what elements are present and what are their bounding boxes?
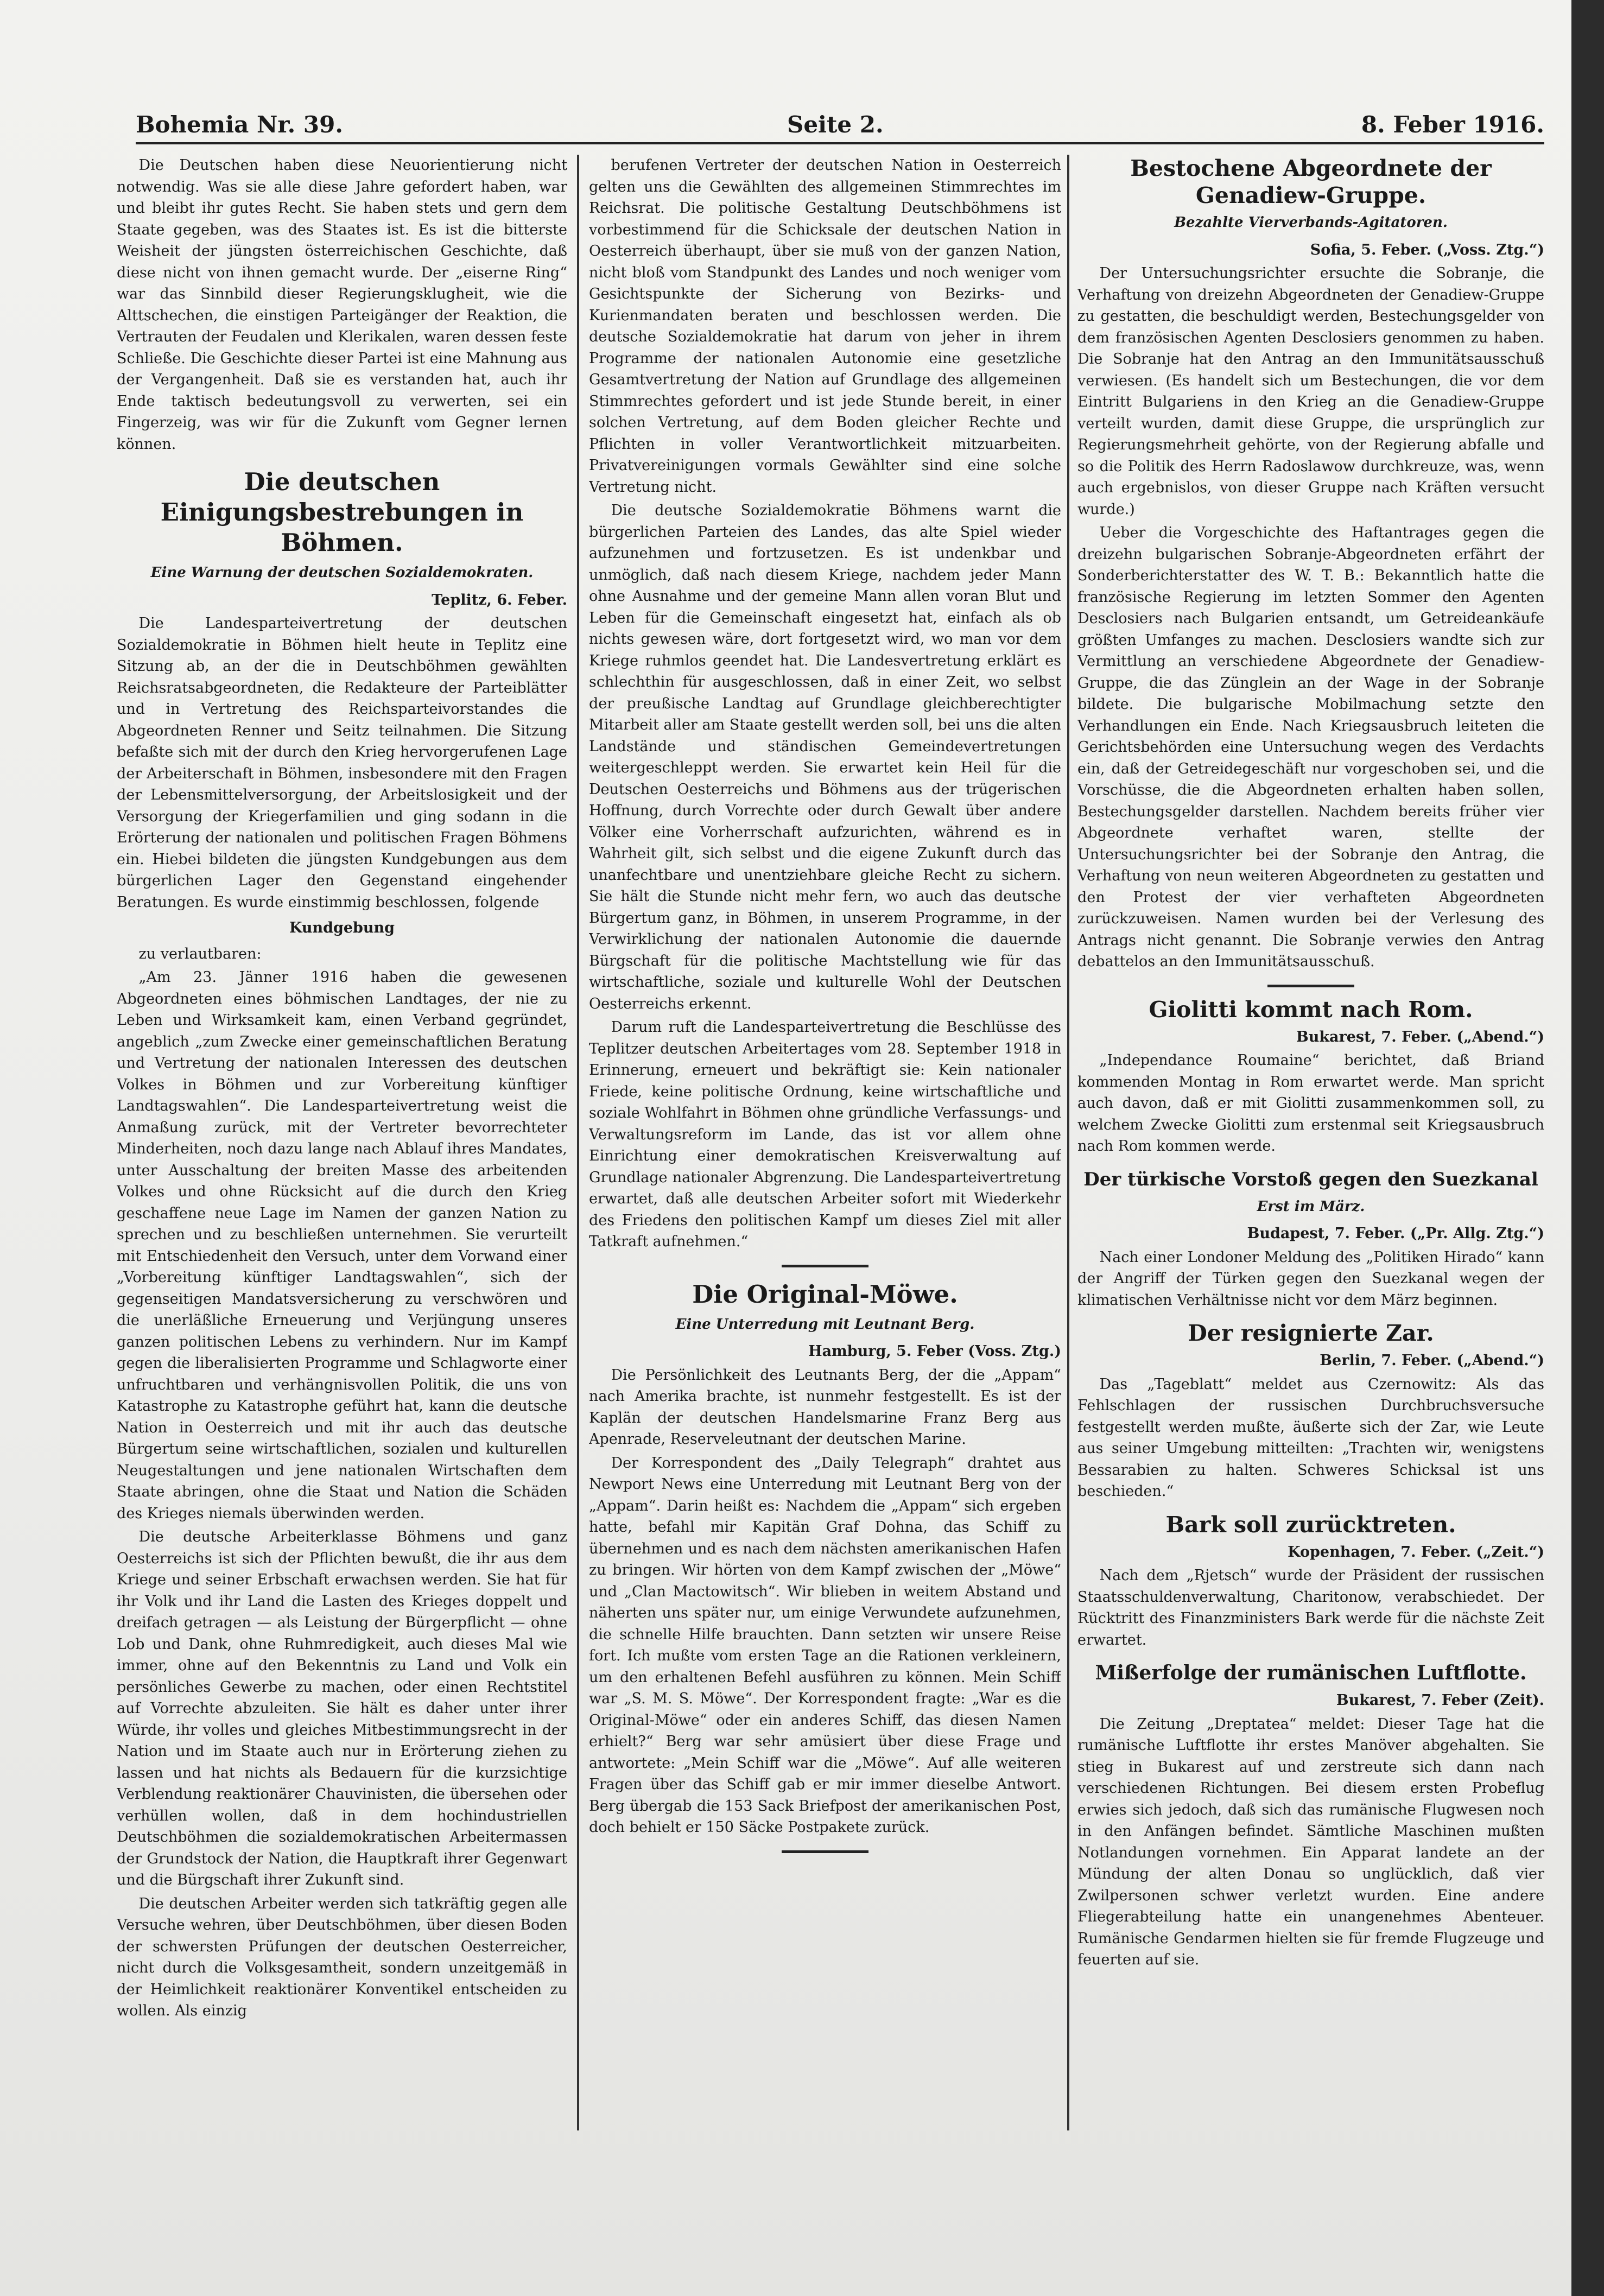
headline: Bark soll zurücktreten.	[1165, 1511, 1456, 1538]
headline: Bestochene Abgeordnete der Genadiew-Gruppe.	[1130, 155, 1492, 208]
paragraph: „Am 23. Jänner 1916 haben die gewesenen Abgeordneten eines böhmischen Landtages, der nie zu Leben und Wirksamkeit kam, einen Verband gegründet, angeblich „zum Zwecke einer gemeinschaftlichen Beratung und Vertretung der nationalen Interessen des deutschen Volkes in Böhmen und zur Vorbereitung künftiger Landtagswahlen“. Die Landesparteivertretung weist die Anmaßung zurück, mit der Vertreter bevorrechteter Minderheiten, noch dazu lange nach Ablauf ihres Mandates, unter Ausschaltung der breiten Masse des arbeitenden Volkes und ohne Rücksicht auf die durch den Krieg geschaffene neue Lage im Namen der ganzen Nation zu sprechen und zu beschließen unternehmen. Sie verurteilt mit Entschiedenheit den Versuch, unter dem Vorwand einer „Vorbereitung künftiger Landtagswahlen“, sich der gegenseitigen Mandatsversicherung zu verschwören und die unerläßliche Erneuerung und Verjüngung unseres ganzen politischen Lebens zu verhindern. Nur im Kampf gegen die liberalisierten Programme und Schlagworte einer unfruchtbaren und verhängnisvollen Politik, die uns von Katastrophe zu Katastrophe geführt hat, kann die deutsche Nation in Oesterreich und mit ihr auch das deutsche Bürgertum seine wirtschaftlichen, sozialen und kulturellen Neugestaltungen und jene nationalen Wirtschaften dem Staate abringen, ohne die Staat und Nation die Schäden des Krieges niemals überwinden werden.	[117, 969, 567, 1522]
section-label: Kundgebung	[289, 919, 395, 936]
paragraph: Nach einer Londoner Meldung des „Politiken Hirado“ kann der Angriff der Türken gegen den Suezkanal wegen der klimatischen Verhältnisse nicht vor dem März beginnen.	[1077, 1248, 1544, 1309]
headline: Mißerfolge der rumänischen Luftflotte.	[1095, 1661, 1527, 1684]
article-separator	[1267, 985, 1354, 987]
paragraph: zu verlautbaren:	[138, 945, 262, 962]
subheadline: Erst im März.	[1257, 1198, 1365, 1215]
dateline: Hamburg, 5. Feber (Voss. Ztg.)	[808, 1343, 1061, 1360]
subheadline: Bezahlte Vierverbands-Agitatoren.	[1174, 214, 1448, 231]
paragraph: Nach dem „Rjetsch“ wurde der Präsident der russischen Staatsschuldenverwaltung, Charitonow, verabschiedet. Der Rücktritt des Finanzministers Bark werde für die nächste Zeit erwartet.	[1077, 1567, 1544, 1648]
headline: Die deutschen Einigungsbestrebungen in Böhmen.	[160, 467, 524, 557]
paragraph: Die Zeitung „Dreptatea“ meldet: Dieser Tage hat die rumänische Luftflotte ihr erstes Manöver abgehalten. Sie stieg in Bukarest auf und zerstreute sich dann nach verschiedenen Richtungen. Bei diesem ersten Probeflug erwies sich jedoch, daß sich das rumänische Flugwesen noch in den Anfängen befindet. Sämtliche Maschinen mußten Notlandungen vornehmen. Ein Apparat landete an der Mündung der alten Donau so unglücklich, daß vier Zwilpersonen schwer verletzt wurden. Eine andere Fliegerabteilung hatte ein unangenehmes Abenteuer. Rumänische Gendarmen hielten sie für fremde Flugzeuge und feuerten auf sie.	[1077, 1715, 1544, 1968]
dateline: Bukarest, 7. Feber (Zeit).	[1336, 1692, 1544, 1709]
column-1	[117, 155, 567, 2130]
dateline: Bukarest, 7. Feber. („Abend.“)	[1296, 1028, 1544, 1045]
dateline: Berlin, 7. Feber. („Abend.“)	[1320, 1352, 1544, 1369]
paragraph: Der Untersuchungsrichter ersuchte die Sobranje, die Verhaftung von dreizehn Abgeordneten der Genadiew-Gruppe zu gestatten, die beschuldigt werden, Bestechungsgelder von dem französischen Agenten Desclosiers genommen zu haben. Die Sobranje hat den Antrag an den Immunitätsausschuß verwiesen. (Es handelt sich um Bestechungen, die vor dem Eintritt Bulgariens in den Krieg an die Genadiew-Gruppe verteilt wurden, damit diese Gruppe, die ursprünglich zur Regierungsmehrheit gehörte, von der Regierung abfalle und so die Politik des Herrn Radoslawow durchkreuze, was, wenn auch ergebnislos, von dieser Gruppe nach Kräften versucht wurde.)	[1077, 265, 1544, 518]
column-3	[1077, 155, 1544, 2130]
headline: Der türkische Vorstoß gegen den Suezkanal	[1083, 1168, 1538, 1190]
paragraph: „Independance Roumaine“ berichtet, daß Briand kommenden Montag in Rom erwartet werde. Man spricht auch davon, daß er mit Giolitti zusammenkommen soll, zu welchem Zwecke Giolitti zum erstenmal seit Kriegsausbruch nach Rom kommen werde.	[1077, 1052, 1544, 1155]
column-divider	[1067, 155, 1069, 2130]
headline: Die Original-Möwe.	[692, 1279, 958, 1309]
scan-edge	[1571, 0, 1604, 2296]
subheadline: Eine Unterredung mit Leutnant Berg.	[675, 1316, 975, 1333]
article-separator	[782, 1265, 868, 1267]
article-continuation: Die Deutschen haben diese Neuorientierung nicht notwendig. Was sie alle diese Jahre gefordert haben, war und bleibt ihr gutes Recht. Sie haben stets und gern dem Staate gegeben, was des Staates ist. Es ist die bitterste Weisheit der jüngsten österreichischen Geschichte, daß diese nicht von ihnen gemacht wurde. Der „eiserne Ring“ war das Sinnbild dieser Regierungsklugheit, wie die Alttschechen, die einstigen Parteigänger der Reaktion, die Vertrauten der Feudalen und Klerikalen, waren dessen feste Schließe. Die Geschichte dieser Partei ist eine Mahnung aus der Vergangenheit. Daß sie es verstanden hat, auch ihr Ende taktisch bedeutungsvoll zu verwerten, sei ein Fingerzeig, was wir für die Zukunft vom Gegner lernen können.	[117, 157, 567, 453]
paragraph: Die deutsche Arbeiterklasse Böhmens und ganz Oesterreichs ist sich der Pflichten bewußt, die ihr aus dem Kriege und seiner Erbschaft erwachsen werden. Sie hat für ihr Volk und ihr Land die Lasten des Krieges doppelt und dreifach getragen — als Leistung der Bürgerpflicht — ohne Lob und Dank, ohne Ruhmredigkeit, auch dieses Mal wie immer, ohne auf den Bekenntnis zu Land und Volk ein persönliches Gewerbe zu machen, oder einen Rechtstitel auf Vorrechte abzuleiten. Sie hält es daher unter ihrer Würde, ihr volles und gleiches Mitbestimmungsrecht in der Nation und im Staate auch nur in Erörterung ziehen zu lassen und hat nichts als Bedauern für die kurzsichtige Verblendung reaktionärer Chauvinisten, die übersehen oder verhüllen wollen, daß in dem hochindustriellen Deutschböhmen die sozialdemokratischen Arbeitermassen der Grundstock der Nation, die Hauptkraft ihrer Gegenwart und die Bürgschaft ihrer Zukunft sind.	[117, 1528, 567, 1888]
header-rule	[136, 142, 1544, 144]
masthead-issue: Bohemia Nr. 39.	[136, 111, 343, 138]
page-number: Seite 2.	[787, 111, 884, 138]
subheadline: Eine Warnung der deutschen Sozialdemokraten.	[150, 565, 534, 581]
issue-date: 8. Feber 1916.	[1361, 111, 1544, 138]
paragraph: Ueber die Vorgeschichte des Haftantrages gegen die dreizehn bulgarischen Sobranje-Abgeordneten erfährt der Sonderberichterstatter des W. T. B.: Bekanntlich hatte die französische Regierung im letzten Sommer den Agenten Desclosiers nach Bulgarien entsandt, um Getreideankäufe größten Umfanges zu machen. Desclosiers wandte sich zur Vermittlung an verschiedene Abgeordnete der Genadiew-Gruppe, die das Zünglein an der Wage in der Sobranje bildete. Die bulgarische Mobilmachung setzte den Verhandlungen ein Ende. Nach Kriegsausbruch leiteten die Gerichtsbehörden eine Untersuchung wegen des Verdachts ein, daß der Getreidegeschäft nur vorgeschoben sei, und die Vorschüsse, die die Abgeordneten erhalten haben sollen, Bestechungsgelder darstellen. Nachdem bereits früher vier Abgeordnete verhaftet waren, stellte der Untersuchungsrichter bei der Sobranje den Antrag, die Verhaftung von neun weiteren Abgeordneten zu gestatten und den Protest der vier verhafteten Abgeordneten zurückzuweisen. Namen wurden bei der Verlesung des Antrags nicht genannt. Die Sobranje verwies den Antrag debattelos an den Immunitätsausschuß.	[1077, 524, 1544, 970]
paragraph: Die Persönlichkeit des Leutnants Berg, der die „Appam“ nach Amerika brachte, ist nunmehr festgestellt. Es ist der Kaplän der deutschen Handelsmarine Franz Berg aus Apenrade, Reserveleutnant der deutschen Marine.	[589, 1366, 1061, 1448]
page-header	[136, 111, 1544, 144]
column-2	[589, 155, 1061, 2130]
dateline: Teplitz, 6. Feber.	[432, 591, 567, 608]
paragraph: Das „Tageblatt“ meldet aus Czernowitz: Als das Fehlschlagen der russischen Durchbruchsversuche festgestellt werden mußte, äußerte sich der Zar, wie Leute aus seiner Umgebung mitteilten: „Trachten wir, wenigstens Bessarabien zu halten. Schweres Schicksal ist uns beschieden.“	[1077, 1375, 1544, 1500]
paragraph: berufenen Vertreter der deutschen Nation in Oesterreich gelten uns die Gewählten des allgemeinen Stimmrechtes im Reichsrat. Die politische Gestaltung Deutschböhmens ist vorbestimmend für die Schicksale der deutschen Nation in Oesterreich überhaupt, über sie muß von der ganzen Nation, nicht bloß vom Standpunkt des Landes und noch weniger vom Gesichtspunkte der Sicherung von Bezirks- und Kurienmandaten beraten und beschlossen werden. Die deutsche Sozialdemokratie hat darum von jeher in ihrem Programme der nationalen Autonomie eine gesetzliche Gesamtvertretung der Nation auf Grundlage des allgemeinen Stimmrechtes gefordert und ist jede Stunde bereit, in einer solchen Vertretung, auf dem Boden gleicher Rechte und Pflichten in voller Verantwortlichkeit mitzuarbeiten. Privatvereinigungen vormals Gewählter sind eine solche Vertretung nicht.	[589, 157, 1061, 496]
headline: Der resignierte Zar.	[1188, 1320, 1434, 1346]
article-separator	[782, 1850, 868, 1853]
headline: Giolitti kommt nach Rom.	[1149, 996, 1473, 1023]
paragraph: Die deutschen Arbeiter werden sich tatkräftig gegen alle Versuche wehren, über Deutschböhmen, über diesen Boden der schwersten Prüfungen der deutschen Oesterreicher, nicht durch die Volksgesamtheit, sondern unzeitgemäß in der Heimlichkeit reaktionärer Konventikel entscheiden zu wollen. Als einzig	[117, 1895, 567, 2019]
dateline: Kopenhagen, 7. Feber. („Zeit.“)	[1288, 1543, 1544, 1561]
paragraph: Die Landesparteivertretung der deutschen Sozialdemokratie in Böhmen hielt heute in Teplitz eine Sitzung ab, an der die in Deutschböhmen gewählten Reichsratsabgeordneten, die Redakteure der Parteiblätter und in Vertretung des Reichsparteivorstandes die Abgeordneten Renner und Seitz teilnahmen. Die Sitzung befaßte sich mit der durch den Krieg hervorgerufenen Lage der Arbeiterschaft in Böhmen, insbesondere mit den Fragen der Lebensmittelversorgung, der Arbeitslosigkeit und der Versorgung der Kriegerfamilien und ging sodann in die Erörterung der nationalen und politischen Fragen Böhmens ein. Hiebei bildeten die jüngsten Kundgebungen aus dem bürgerlichen Lager den Gegenstand eingehender Beratungen. Es wurde einstimmig beschlossen, folgende	[117, 615, 567, 911]
paragraph: Der Korrespondent des „Daily Telegraph“ drahtet aus Newport News eine Unterredung mit Leutnant Berg von der „Appam“. Darin heißt es: Nachdem die „Appam“ sich ergeben hatte, befahl mir Kapitän Graf Dohna, das Schiff zu übernehmen und es nach dem nächsten amerikanischen Hafen zu bringen. Wir hörten von dem Kampf zwischen der „Möwe“ und „Clan Mactowitsch“. Wir blieben in weitem Abstand und näherten uns später nur, um einige Verwundete aufzunehmen, die schnelle Hilfe brauchten. Dann setzten wir unsere Reise fort. Ich mußte vom ersten Tage an die Rationen verkleinern, um den erhaltenen Befehl ausführen zu können. Mein Schiff war „S. M. S. Möwe“. Der Korrespondent fragte: „War es die Original-Möwe“ oder ein anderes Schiff, das diesen Namen erhielt?“ Berg war sehr amüsiert über diese Frage und antwortete: „Mein Schiff war die „Möwe“. Auf alle weiteren Fragen über das Schiff gab er mir immer dieselbe Antwort. Berg übergab die 153 Sack Briefpost der amerikanischen Post, doch behielt er 150 Säcke Postpakete zurück.	[589, 1454, 1061, 1836]
dateline: Budapest, 7. Feber. („Pr. Allg. Ztg.“)	[1247, 1225, 1544, 1242]
column-divider	[577, 155, 579, 2130]
paragraph: Darum ruft die Landesparteivertretung die Beschlüsse des Teplitzer deutschen Arbeitertages vom 28. September 1918 in Erinnerung, erneuert und bekräftigt sie: Kein nationaler Friede, keine politische Ordnung, keine wirtschaftliche und soziale Wohlfahrt in Böhmen ohne gründliche Verfassungs- und Verwaltungsreform im Lande, das ist vor allem ohne Einrichtung einer demokratischen Kreisverwaltung auf Grundlage nationaler Abgrenzung. Die Landesparteivertretung erwartet, daß alle deutschen Arbeiter sofort mit Wiederkehr des Friedens den politischen Kampf um dieses Ziel mit aller Tatkraft aufnehmen.“	[589, 1019, 1061, 1250]
dateline: Sofia, 5. Feber. („Voss. Ztg.“)	[1310, 241, 1544, 258]
paragraph: Die deutsche Sozialdemokratie Böhmens warnt die bürgerlichen Parteien des Landes, das alte Spiel wieder aufzunehmen und fortzusetzen. Es ist undenkbar und unmöglich, daß nach diesem Kriege, nachdem jeder Mann ohne Ausnahme und der gemeine Mann allen voran Blut und Leben für die Gemeinschaft eingesetzt hat, einfach als ob nichts gewesen wäre, dort fortgesetzt wird, wo man vor dem Kriege ruhmlos geendet hat. Die Landesvertretung erklärt es schlechthin für ausgeschlossen, daß in einer Zeit, wo selbst der preußische Landtag auf Grundlage gleichberechtigter Mitarbeit aller am Staate gestellt werden soll, bei uns die alten Landstände und ständischen Gemeindevertretungen weitergeschleppt werden. Sie erwartet kein Heil für die Deutschen Oesterreichs und Böhmens aus der trügerischen Hoffnung, durch Vorrechte oder durch Gewalt über andere Völker eine Vorherrschaft aufzurichten, während es in Wahrheit gilt, sich selbst und die eigene Zukunft durch das unanfechtbare und unentziehbare gleiche Recht zu sichern. Sie hält die Stunde nicht mehr fern, wo auch das deutsche Bürgertum ganz, in Böhmen, in unserem Programme, in der Verwirklichung der nationalen Autonomie die dauernde Bürgschaft für die politische Machtstellung wie für das wirtschaftliche, soziale und kulturelle Wohl der Deutschen Oesterreichs erkennt.	[589, 502, 1061, 1012]
